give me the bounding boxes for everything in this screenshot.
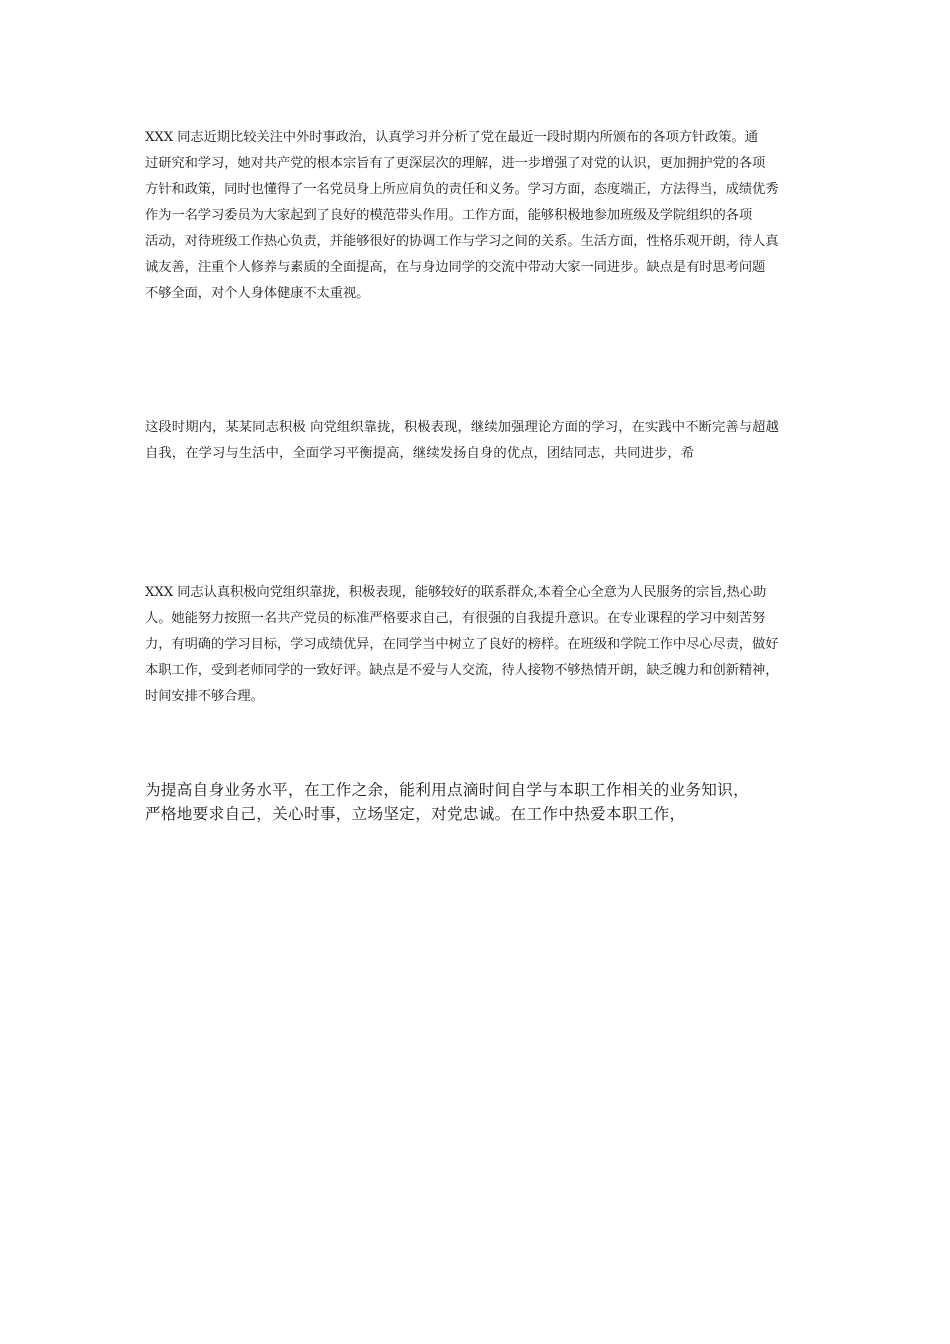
paragraph-1-line-2: 过研究和学习，她对共产党的根本宗旨有了更深层次的理解，进一步增强了对党的认识，更加拥护党的各项 xyxy=(145,156,766,171)
paragraph-3-line-2: 人。她能努力按照一名共产党员的标准严格要求自己，有很强的自我提升意识。在专业课程的学习中刻苦努 xyxy=(145,611,766,626)
paragraph-2-line-1: 这段时期内，某某同志积极 向党组织靠拢，积极表现，继续加强理论方面的学习，在实践中不断完善与超越 xyxy=(145,420,779,435)
paragraph-1-line-7: 不够全面，对个人身体健康不太重视。 xyxy=(145,286,370,301)
paragraph-4 xyxy=(145,778,845,826)
paragraph-3-line-3: 力，有明确的学习目标，学习成绩优异，在同学当中树立了良好的榜样。在班级和学院工作中尽心尽责，做好 xyxy=(145,637,779,652)
paragraph-3-line-1: XXX 同志认真积极向党组织靠拢，积极表现，能够较好的联系群众,本着全心全意为人民服务的宗旨,热心助 xyxy=(145,585,767,600)
paragraph-3-line-5: 时间安排不够合理。 xyxy=(145,689,264,704)
paragraph-4-line-2: 严格地要求自己，关心时事，立场坚定，对党忠诚。在工作中热爱本职工作， xyxy=(145,805,686,823)
paragraph-4-line-1: 为提高自身业务水平，在工作之余，能利用点滴时间自学与本职工作相关的业务知识， xyxy=(145,781,749,799)
paragraph-2 xyxy=(145,415,810,467)
paragraph-1-line-4: 作为一名学习委员为大家起到了良好的模范带头作用。工作方面，能够积极地参加班级及学院组织的各项 xyxy=(145,208,753,223)
paragraph-2-line-2: 自我，在学习与生活中，全面学习平衡提高，继续发扬自身的优点，团结同志，共同进步，希 xyxy=(145,446,695,461)
paragraph-3 xyxy=(145,580,810,710)
paragraph-3-line-4: 本职工作，受到老师同学的一致好评。缺点是不爱与人交流，待人接物不够热情开朗，缺乏魄力和创新精神， xyxy=(145,663,779,678)
paragraph-1 xyxy=(145,125,810,307)
paragraph-1-line-5: 活动，对待班级工作热心负责，并能够很好的协调工作与学习之间的关系。生活方面，性格乐观开朗，待人真 xyxy=(145,234,779,249)
paragraph-1-line-6: 诚友善，注重个人修养与素质的全面提高，在与身边同学的交流中带动大家一同进步。缺点是有时思考问题 xyxy=(145,260,766,275)
paragraph-1-line-3: 方针和政策，同时也懂得了一名党员身上所应肩负的责任和义务。学习方面，态度端正，方法得当，成绩优秀 xyxy=(145,182,779,197)
paragraph-1-line-1: XXX 同志近期比较关注中外时事政治，认真学习并分析了党在最近一段时期内所颁布的各项方针政策。通 xyxy=(145,130,758,145)
